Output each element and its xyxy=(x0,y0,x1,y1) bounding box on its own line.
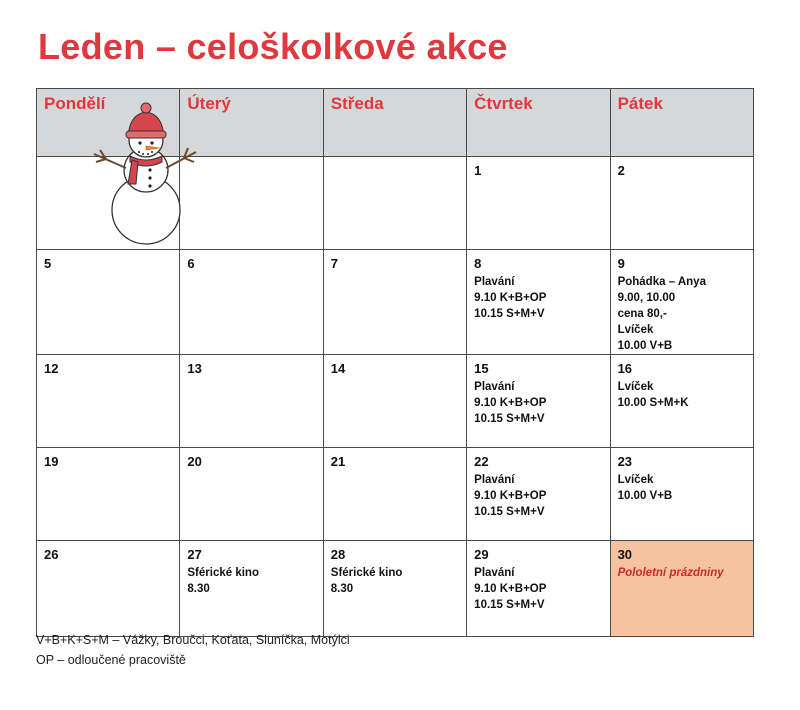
day-number: 30 xyxy=(617,547,633,562)
day-number: 13 xyxy=(187,361,202,376)
day-content xyxy=(467,250,609,322)
event-line: 10.15 S+M+V xyxy=(474,413,545,425)
event-line: 8.30 xyxy=(330,583,354,595)
event-line: Sférické kino xyxy=(330,567,403,579)
day-content xyxy=(324,355,466,376)
event-line: Pohádka – Anya xyxy=(617,276,706,288)
day-number: 8 xyxy=(474,256,482,271)
day-content xyxy=(37,541,179,562)
day-number: 29 xyxy=(474,547,489,562)
day-number: 9 xyxy=(617,256,625,271)
day-number: 7 xyxy=(330,256,339,271)
day-content xyxy=(324,448,466,469)
event-line: Plavání xyxy=(474,381,515,393)
day-content xyxy=(37,250,179,271)
day-cell xyxy=(610,448,753,541)
event-line: Lvíček xyxy=(617,381,654,393)
event-line: 9.00, 10.00 xyxy=(617,292,676,304)
day-number: 20 xyxy=(187,454,202,469)
event-line: 10.00 V+B xyxy=(617,340,673,352)
snowman-icon xyxy=(84,98,204,246)
day-number: 21 xyxy=(330,454,346,469)
day-cell xyxy=(467,541,610,637)
day-cell xyxy=(323,448,466,541)
event-line: Plavání xyxy=(474,567,515,579)
day-cell xyxy=(323,157,466,250)
event-line: 10.00 S+M+K xyxy=(617,397,689,409)
day-content xyxy=(37,355,179,376)
header-wednesday: Středa xyxy=(323,89,466,157)
day-cell xyxy=(467,355,610,448)
day-cell xyxy=(180,355,323,448)
day-number: 22 xyxy=(474,454,489,469)
event-line: Plavání xyxy=(474,474,515,486)
day-cell xyxy=(180,541,323,637)
day-content xyxy=(467,157,609,178)
week-row xyxy=(37,541,754,637)
day-number: 27 xyxy=(187,547,202,562)
day-content xyxy=(324,250,466,271)
header-tuesday: Úterý xyxy=(180,89,323,157)
day-number: 2 xyxy=(617,163,625,178)
event-line: Pololetní prázdniny xyxy=(617,567,724,579)
day-cell xyxy=(610,355,753,448)
day-cell xyxy=(323,250,466,355)
day-content xyxy=(37,448,179,469)
day-number: 16 xyxy=(617,361,633,376)
event-line: 9.10 K+B+OP xyxy=(474,490,547,502)
day-cell xyxy=(467,250,610,355)
day-number: 28 xyxy=(330,547,346,562)
day-number: 15 xyxy=(474,361,489,376)
day-cell xyxy=(37,448,180,541)
day-number: 19 xyxy=(44,454,59,469)
day-cell xyxy=(467,157,610,250)
header-thursday: Čtvrtek xyxy=(467,89,610,157)
day-content xyxy=(611,250,753,354)
day-content xyxy=(467,448,609,520)
event-line: 10.15 S+M+V xyxy=(474,599,545,611)
day-cell xyxy=(180,250,323,355)
header-friday: Pátek xyxy=(610,89,753,157)
day-cell xyxy=(37,355,180,448)
legend-op: OP – odloučené pracoviště xyxy=(36,653,186,667)
event-line: 8.30 xyxy=(187,583,210,595)
day-number: 23 xyxy=(617,454,633,469)
header-monday: Pondělí xyxy=(37,89,180,157)
week-row xyxy=(37,355,754,448)
day-cell xyxy=(323,541,466,637)
day-cell xyxy=(610,157,753,250)
day-number: 5 xyxy=(44,256,52,271)
day-cell xyxy=(610,250,753,355)
event-line: cena 80,- xyxy=(617,308,667,320)
day-cell xyxy=(323,355,466,448)
day-cell xyxy=(467,448,610,541)
day-number: 1 xyxy=(474,163,482,178)
day-content xyxy=(324,541,466,597)
day-content xyxy=(467,355,609,427)
week-row xyxy=(37,448,754,541)
day-content xyxy=(611,157,753,178)
day-content xyxy=(324,157,466,163)
event-line: Sférické kino xyxy=(187,567,259,579)
legend xyxy=(36,630,350,670)
day-number: 26 xyxy=(44,547,59,562)
day-number: 14 xyxy=(330,361,346,376)
day-number: 6 xyxy=(187,256,195,271)
day-content xyxy=(611,448,753,504)
day-cell xyxy=(37,541,180,637)
event-line: 9.10 K+B+OP xyxy=(474,397,547,409)
page-title: Leden – celoškolkové akce xyxy=(38,26,508,67)
week-row xyxy=(37,250,754,355)
legend-groups: V+B+K+S+M – Vážky, Broučci, Koťata, Sluníčka, Motýlci xyxy=(36,633,350,647)
day-content xyxy=(180,541,322,597)
event-line: 10.15 S+M+V xyxy=(474,506,545,518)
day-content xyxy=(180,355,322,376)
day-number: 12 xyxy=(44,361,59,376)
day-content xyxy=(467,541,609,613)
event-line: Lvíček xyxy=(617,324,654,336)
event-line: 9.10 K+B+OP xyxy=(474,583,547,595)
event-line: 9.10 K+B+OP xyxy=(474,292,547,304)
event-line: 10.15 S+M+V xyxy=(474,308,545,320)
day-content xyxy=(611,541,753,581)
day-content xyxy=(611,355,753,411)
day-cell xyxy=(37,250,180,355)
event-line: Lvíček xyxy=(617,474,654,486)
day-content xyxy=(180,250,322,271)
day-content xyxy=(180,448,322,469)
day-cell xyxy=(610,541,753,637)
event-line: Plavání xyxy=(474,276,515,288)
event-line: 10.00 V+B xyxy=(617,490,673,502)
day-cell xyxy=(180,448,323,541)
